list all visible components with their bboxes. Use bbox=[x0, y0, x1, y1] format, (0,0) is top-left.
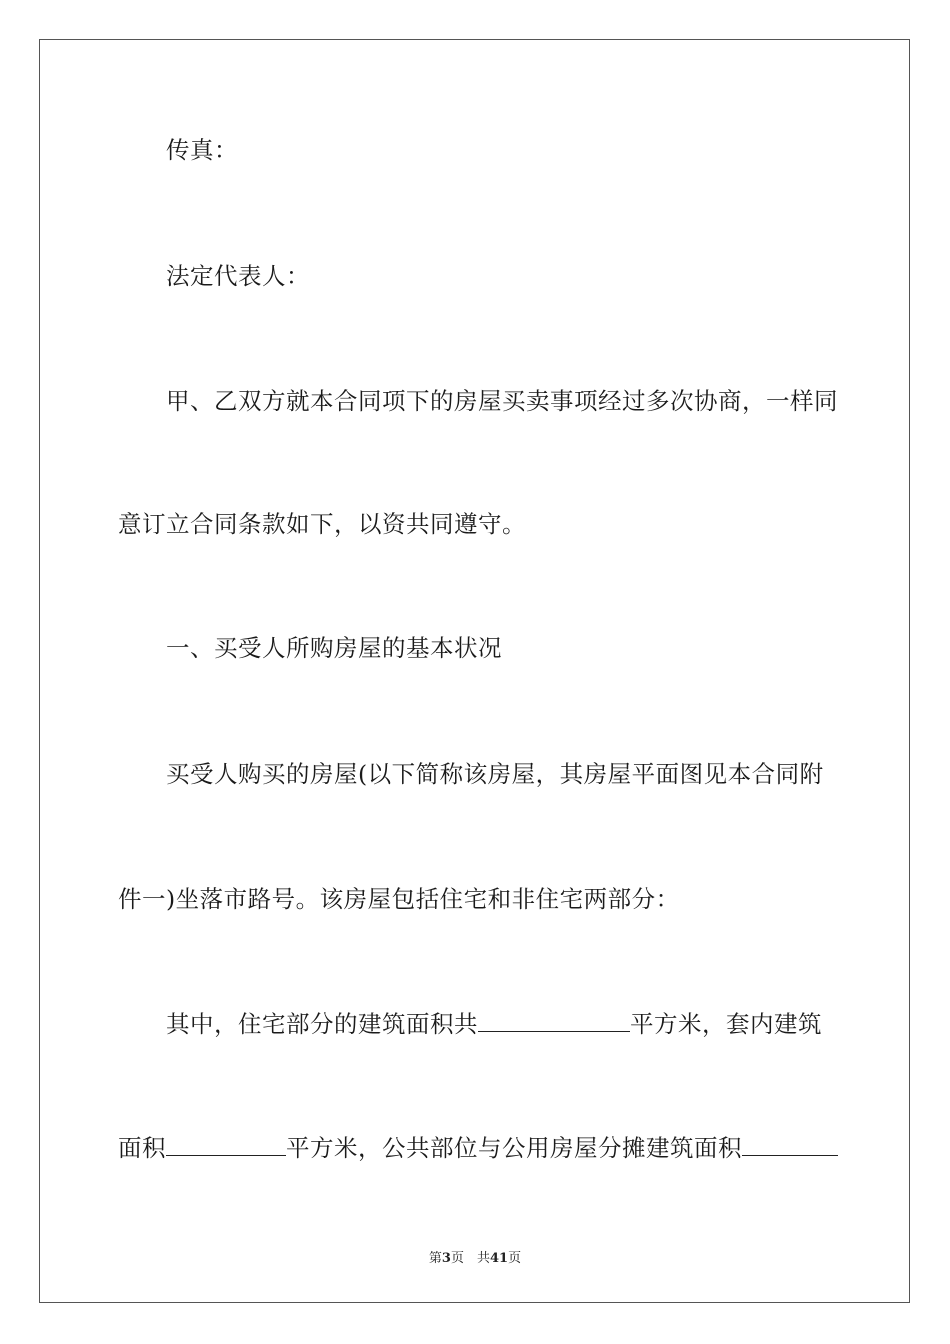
inner-area-text-a: 面积 bbox=[118, 1134, 166, 1162]
page-current: 3 bbox=[441, 1251, 451, 1266]
page-mid: 页 共 bbox=[450, 1251, 490, 1266]
inner-area-line bbox=[118, 1133, 838, 1162]
residential-area-line bbox=[166, 1009, 886, 1038]
inner-area-text-b: 平方米，公共部位与公用房屋分摊建筑面积 bbox=[286, 1134, 742, 1162]
inner-area-blank[interactable] bbox=[166, 1133, 286, 1156]
page-footer bbox=[0, 1247, 950, 1266]
residential-area-text-a: 其中，住宅部分的建筑面积共 bbox=[166, 1010, 478, 1038]
residential-area-text-b: 平方米，套内建筑 bbox=[630, 1010, 822, 1038]
page-total: 41 bbox=[489, 1251, 509, 1266]
page-suffix: 页 bbox=[508, 1251, 522, 1266]
legal-representative-label: 法定代表人： bbox=[166, 262, 310, 290]
agreement-intro-line-1: 甲、乙双方就本合同项下的房屋买卖事项经过多次协商，一样同 bbox=[166, 387, 838, 415]
fax-label: 传真： bbox=[166, 136, 238, 164]
residential-area-blank[interactable] bbox=[478, 1009, 630, 1032]
property-description-line-1: 买受人购买的房屋(以下简称该房屋，其房屋平面图见本合同附 bbox=[166, 760, 824, 788]
property-description-line-2: 件一)坐落市路号。该房屋包括住宅和非住宅两部分： bbox=[118, 885, 680, 913]
page-prefix: 第 bbox=[428, 1251, 442, 1266]
agreement-intro-line-2: 意订立合同条款如下，以资共同遵守。 bbox=[118, 510, 526, 538]
shared-area-blank[interactable] bbox=[742, 1133, 838, 1156]
section-heading-basic-status: 一、买受人所购房屋的基本状况 bbox=[166, 634, 502, 662]
page-border bbox=[39, 39, 910, 1303]
